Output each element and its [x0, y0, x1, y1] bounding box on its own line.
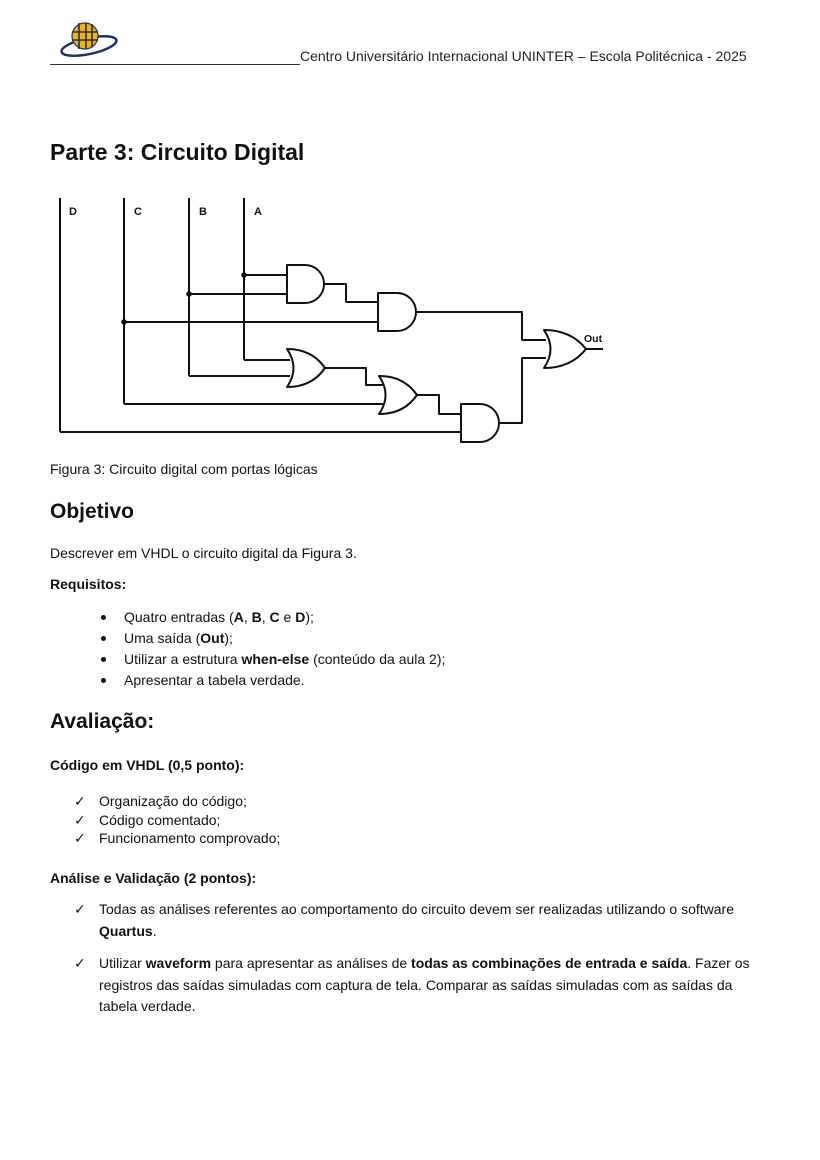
- code-label: Código em VHDL (0,5 ponto):: [50, 757, 245, 773]
- circuit-diagram: [50, 190, 620, 450]
- header-rule: [50, 64, 300, 65]
- label-d: D: [69, 206, 77, 218]
- objective-heading: Objetivo: [50, 500, 135, 523]
- list-item: ✓ Código comentado;: [74, 811, 221, 828]
- figure-caption: Figura 3: Circuito digital com portas lógicas: [50, 461, 318, 477]
- header-text: Centro Universitário Internacional UNINTER – Escola Politécnica - 2025: [300, 48, 747, 64]
- label-a: A: [254, 206, 262, 218]
- globe-logo-icon: [58, 16, 120, 62]
- or-gate-2: [379, 376, 417, 414]
- list-item: ✓ Funcionamento comprovado;: [74, 830, 281, 846]
- list-item: Utilizar a estrutura when-else (conteúdo da aula 2);: [98, 649, 445, 670]
- check-icon: ✓: [74, 901, 86, 917]
- check-icon: ✓: [74, 830, 86, 846]
- list-item: ✓ Utilizar waveform para apresentar as análises de todas as combinações de entrada e saída. Fazer os registros das saídas simuladas com captura de tela. Comparar as saídas simuladas com as saídas da tabela verdade.: [74, 955, 750, 1014]
- list-item: ✓ Todas as análises referentes ao comportamento do circuito devem ser realizadas utilizando o software Quartus.: [74, 901, 734, 939]
- list-item: Quatro entradas (A, B, C e D);: [98, 607, 445, 628]
- requirements-list: [98, 607, 445, 691]
- or-gate-out: [544, 330, 586, 368]
- list-item: Apresentar a tabela verdade.: [98, 670, 445, 691]
- or-gate-1: [287, 349, 325, 387]
- requirements-label: Requisitos:: [50, 576, 127, 592]
- section-title: Parte 3: Circuito Digital: [50, 139, 305, 165]
- label-out: Out: [584, 333, 603, 345]
- analysis-checklist: [74, 899, 774, 1029]
- list-item: ✓ Organização do código;: [74, 793, 247, 809]
- evaluation-heading: Avaliação:: [50, 710, 155, 733]
- check-icon: ✓: [74, 955, 86, 971]
- code-checklist: [74, 792, 280, 848]
- check-icon: ✓: [74, 811, 86, 828]
- label-b: B: [199, 206, 207, 218]
- analysis-label: Análise e Validação (2 pontos):: [50, 870, 257, 886]
- list-item: Uma saída (Out);: [98, 628, 445, 649]
- and-gate-1: [287, 265, 324, 303]
- check-icon: ✓: [74, 793, 86, 809]
- objective-text: Descrever em VHDL o circuito digital da Figura 3.: [50, 545, 357, 561]
- and-gate-3: [461, 404, 499, 442]
- and-gate-2: [378, 293, 416, 331]
- label-c: C: [134, 206, 142, 218]
